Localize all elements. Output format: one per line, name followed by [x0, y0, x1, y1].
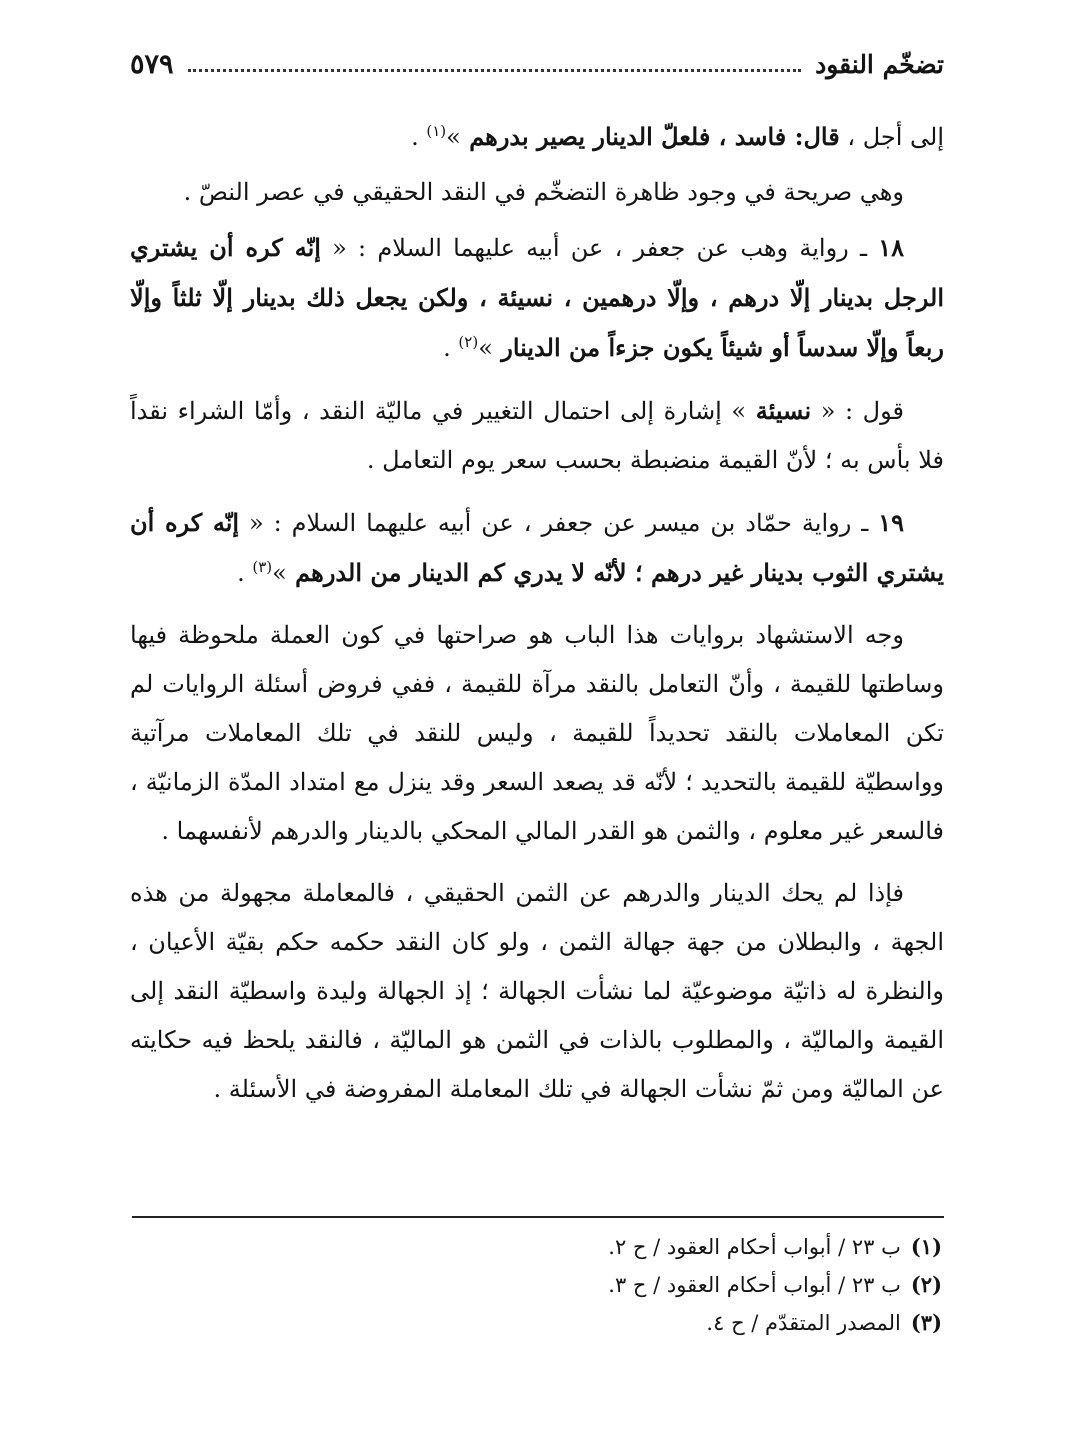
- p5-text: ـ رواية حمّاد بن ميسر عن جعفر ، عن أبيه عليهما السلام : «: [239, 509, 879, 537]
- footnote-ref-1: (١): [426, 122, 447, 140]
- main-text: [130, 112, 944, 1127]
- paragraph-4: [130, 386, 944, 485]
- paragraph-1: [130, 112, 944, 162]
- paragraph-6: وجه الاستشهاد بروايات هذا الباب هو صراحتها في كون العملة ملحوظة فيها وساطتها للقيمة ، وأنّ التعامل بالنقد مرآة للقيمة ، ففي فروض أسئلة الروايات لم تكن المعاملات بالنقد تحديداً للقيمة ، وليس للنقد في تلك المعاملات مرآتية وواسطيّة للقيمة بالتحديد ؛ لأنّه قد يصعد السعر وقد ينزل مع امتداد المدّة الزمانيّة ، فالسعر غير معلوم ، والثمن هو القدر المالي المحكي بالدينار والدرهم لأنفسهما .: [130, 621, 944, 845]
- p5-end: .: [237, 559, 253, 587]
- footnote-number: (٢): [910, 1272, 942, 1297]
- footnote-ref-2: (٢): [458, 333, 479, 351]
- footnote-text: المصدر المتقدّم / ح ٤.: [706, 1311, 901, 1335]
- footnote-3: [130, 1304, 944, 1342]
- p3-end: .: [443, 334, 459, 362]
- p1-quote-bold: قال: فاسد ، فلعلّ الدينار يصير بدرهم: [460, 122, 840, 151]
- p1-text: إلى أجل ،: [839, 123, 944, 151]
- p1-end: .: [411, 123, 427, 151]
- footnote-2: [130, 1266, 944, 1304]
- page-number: ٥٧٩: [130, 48, 174, 80]
- p3-text: ـ رواية وهب عن جعفر ، عن أبيه عليهما السلام : «: [320, 234, 879, 262]
- footnote-text: ب ٢٣ / أبواب أحكام العقود / ح ٣.: [608, 1273, 901, 1297]
- footnote-text: ب ٢٣ / أبواب أحكام العقود / ح ٢.: [608, 1235, 901, 1259]
- p5-quote-bold: إنّه كره أن يشتري الثوب بدينار غير درهم ؛ لأنّه لا يدري كم الدينار من الدرهم: [130, 508, 944, 587]
- p4-text-a: قول : «: [811, 397, 904, 425]
- item-number-19: ١٩: [878, 508, 904, 537]
- footnote-1: [130, 1228, 944, 1266]
- paragraph-2: وهي صريحة في وجود ظاهرة التضخّم في النقد الحقيقي في عصر النصّ .: [183, 178, 904, 206]
- footnote-ref-3: (٣): [252, 558, 273, 576]
- running-head: [130, 44, 944, 84]
- paragraph-3: [130, 223, 944, 373]
- paragraph-7: فإذا لم يحك الدينار والدرهم عن الثمن الحقيقي ، فالمعاملة مجهولة من هذه الجهة ، والبطلان من جهة جهالة الثمن ، ولو كان النقد حكمه حكم بقيّة الأعيان ، والنظرة له ذاتيّة موضوعيّة لما نشأت الجهالة ؛ إذ الجهالة وليدة واسطيّة النقد إلى القيمة والماليّة ، والمطلوب بالذات في الثمن هو الماليّة ، فالنقد يلحظ فيه حكايته عن الماليّة ومن ثمّ نشأت الجهالة في تلك المعاملة المفروضة في الأسئلة .: [130, 879, 944, 1103]
- paragraph-5: [130, 498, 944, 598]
- p4-text-b: » إشارة إلى احتمال التغيير في ماليّة النقد ، وأمّا الشراء نقداً فلا بأس به ؛ لأنّ القيمة منضبطة بحسب سعر يوم التعامل .: [130, 397, 944, 474]
- running-head-title: تضخّم النقود: [815, 49, 944, 79]
- p1-closing-quote: »: [446, 123, 461, 151]
- item-number-18: ١٨: [878, 233, 904, 262]
- dot-leader: [188, 69, 802, 72]
- p5-closing-quote: »: [272, 559, 287, 587]
- footnote-number: (٣): [910, 1310, 942, 1335]
- p3-closing-quote: »: [478, 334, 493, 362]
- p4-bold-term: نسيئة: [755, 396, 812, 425]
- footnote-separator: [132, 1216, 944, 1218]
- p3-quote-bold: إنّه كره أن يشتري الرجل بدينار إلّا درهم ، وإلّا درهمين ، نسيئة ، ولكن يجعل ذلك بدينار إلّا ثلثاً وإلّا ربعاً وإلّا سدساً أو شيئاً يكون جزءاً من الدينار: [130, 233, 944, 362]
- footnote-number: (١): [910, 1234, 942, 1259]
- footnotes: [130, 1228, 944, 1342]
